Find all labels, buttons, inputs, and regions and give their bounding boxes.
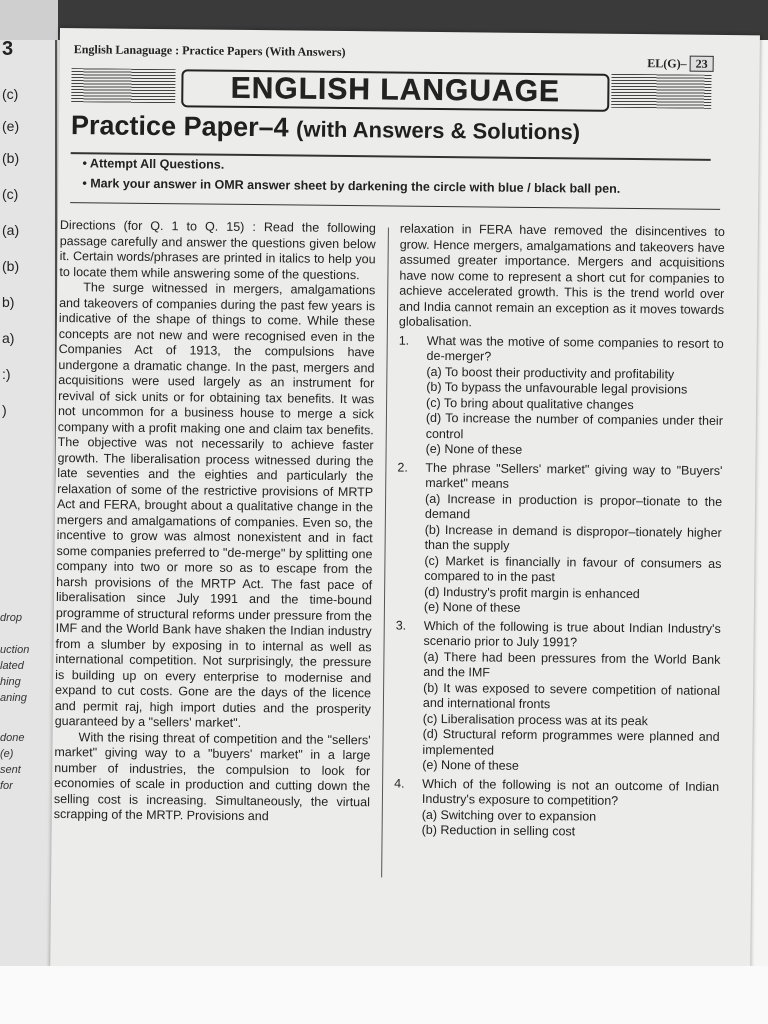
banner-box <box>181 69 609 111</box>
question: 3. Which of the following is true about Indian Industry's scenario prior to July 1991? <box>396 618 721 652</box>
question: 4. Which of the following is not an outcome of Indian Industry's exposure to competition? <box>394 776 719 810</box>
edge-word: lated <box>0 660 24 672</box>
edge-mark: (c) <box>2 86 19 102</box>
edge-word: drop <box>0 612 23 624</box>
question-text: Which of the following is true about Indian Industry's scenario prior to July 1991? <box>423 618 721 650</box>
edge-mark: (b) <box>2 258 20 274</box>
instruction-rule <box>70 202 720 210</box>
edge-word: (e) <box>0 748 14 760</box>
answer-option: (e) None of these <box>423 599 521 615</box>
question-block <box>396 460 723 618</box>
book-page <box>50 28 760 975</box>
answer-option: (d) Structural reform programmes were planned and implemented <box>422 726 720 758</box>
paper-title-main: Practice Paper–4 <box>70 110 289 143</box>
answer-option: (e) None of these <box>422 757 519 773</box>
answer-option: (b) Reduction in selling cost <box>421 822 576 839</box>
questions-column <box>394 222 725 842</box>
banner <box>71 68 711 109</box>
answer-option: (c) Market is financially in favour of consumers as compared to in the past <box>424 553 722 585</box>
edge-word: sent <box>0 764 21 776</box>
edge-mark: :) <box>2 366 11 382</box>
edge-mark: b) <box>2 294 15 310</box>
answer-option: (e) None of these <box>425 441 523 457</box>
edge-word: uction <box>0 644 30 656</box>
passage-paragraph: With the rising threat of competition and the "sellers' market" giving way to a "buyers' market" in a large number of industries, the compulsion to look for economies of scale in production and cutting down the selling cost is increasing. Simultaneously, the virtual scrapping of the MRTP. Provisions and <box>53 729 371 824</box>
edge-word: hing <box>0 676 21 688</box>
page-code-label: EL(G)– <box>647 56 687 71</box>
running-head: English Lanaguage : Practice Papers (With Answers) <box>73 42 346 59</box>
edge-mark: 3 <box>2 38 14 60</box>
passage-continuation: relaxation in FERA have removed the disincentives to grow. Hence mergers, amalgamations and takeovers have assumed greater importance. Mergers and acquisitions have now come to represent a short cut for companies to achieve accelerated growth. This is the trend world over and India cannot remain an exception as it moves towards globalisation. <box>398 221 725 330</box>
edge-word: done <box>0 732 25 744</box>
answer-option: (c) To bring about qualitative changes <box>426 395 634 412</box>
instruction-1: • Attempt All Questions. <box>82 156 225 172</box>
answer-option: (a) There had been pressures from the World Bank and the IMF <box>423 649 721 680</box>
question: 2. The phrase "Sellers' market" giving way to "Buyers' market" means <box>397 460 722 494</box>
page-number: 23 <box>690 56 714 72</box>
passage-column <box>54 218 376 826</box>
answer-option: (a) Switching over to expansion <box>421 807 597 824</box>
bottom-background <box>0 966 768 1024</box>
paper-subtitle: (with Answers & Solutions) <box>295 116 581 145</box>
edge-mark: (a) <box>2 222 20 238</box>
question-block <box>394 776 720 841</box>
question-text: Which of the following is not an outcome of Indian Industry's exposure to competition? <box>421 776 720 808</box>
answer-option: (b) To bypass the unfavourable legal provisions <box>426 379 688 397</box>
directions: Directions (for Q. 1 to Q. 15) : Read the following passage carefully and answer the questions given below it. Certain words/phrases are printed in italics to help you to locate them while answering some of the questions. <box>59 218 376 282</box>
page-code <box>647 56 713 72</box>
banner-hatch-right <box>611 74 711 109</box>
paper-title <box>71 110 580 146</box>
passage-paragraph: The surge witnessed in mergers, amalgamations and takeovers of companies during the past few years is indicative of the shape of things to come. While these concepts are not new and were recognised even in the Companies Act of 1913, the compulsions have undergone a dramatic change. In the past, mergers and acquisitions were used largely as an instrument for revival of sick units or for obtaining tax benefits. It was not uncommon for a business house to merge a sick company with a profit making one and claim tax benefits. The objective was not necessarily to achieve faster growth. The liberalisation process witnessed during the late seventies and the eighties and particularly the relaxation of some of the restrictive provisions of MRTP Act and FERA, brought about a qualitative change in the mergers and amalgamations of companies. Even so, the incentive to grow was almost nonexistent and in fact some companies preferred to "de-merge" by splitting one company into two or more so as to escape from the harsh provisions of the MRTP Act. The fast pace of liberalisation since July 1991 and the time-bound programme of structural reforms under pressure from the IMF and the World Bank have shaken the Indian industry from a slumber by exposing in to internal as well as international competition. Not surprisingly, the pressure is building up on every enterprise to modernise and expand to cut costs. Gone are the days of the licence and permit raj, high import duties and the prosperity guaranteed by a "sellers' market". <box>54 280 376 730</box>
question-block <box>398 333 724 460</box>
answer-option: (a) To boost their productivity and profitability <box>426 364 675 381</box>
edge-mark: ) <box>2 402 7 418</box>
answer-option: (d) To increase the number of companies under their control <box>425 410 723 441</box>
question-text: What was the motive of some companies to resort to de-merger? <box>426 333 724 364</box>
answer-option: (c) Liberalisation process was at its peak <box>422 711 648 728</box>
question-block <box>394 618 721 776</box>
edge-word: for <box>0 780 13 792</box>
answer-option: (a) Increase in production is propor–tionate to the demand <box>424 491 723 522</box>
previous-page-strip <box>0 40 57 966</box>
column-divider <box>381 227 389 877</box>
banner-hatch-left <box>71 68 175 103</box>
edge-word: aning <box>0 692 27 704</box>
edge-mark: (c) <box>2 186 19 202</box>
edge-mark: (b) <box>2 150 20 166</box>
question-text: The phrase "Sellers' market" giving way to "Buyers' market" means <box>425 460 723 491</box>
previous-page-edge <box>0 0 58 966</box>
answer-option: (b) It was exposed to severe competition of national and international fronts <box>422 680 721 712</box>
answer-option: (b) Increase in demand is dispropor–tionately higher than the supply <box>424 522 722 553</box>
instruction-2: • Mark your answer in OMR answer sheet by darkening the circle with blue / black ball pen. <box>82 176 621 196</box>
question: 1. What was the motive of some companies to resort to de-merger? <box>398 333 723 367</box>
edge-mark: (e) <box>2 118 20 134</box>
edge-mark: a) <box>2 330 15 346</box>
answer-option: (d) Industry's profit margin is enhanced <box>424 584 640 601</box>
banner-title: ENGLISH LANGUAGE <box>230 71 561 109</box>
